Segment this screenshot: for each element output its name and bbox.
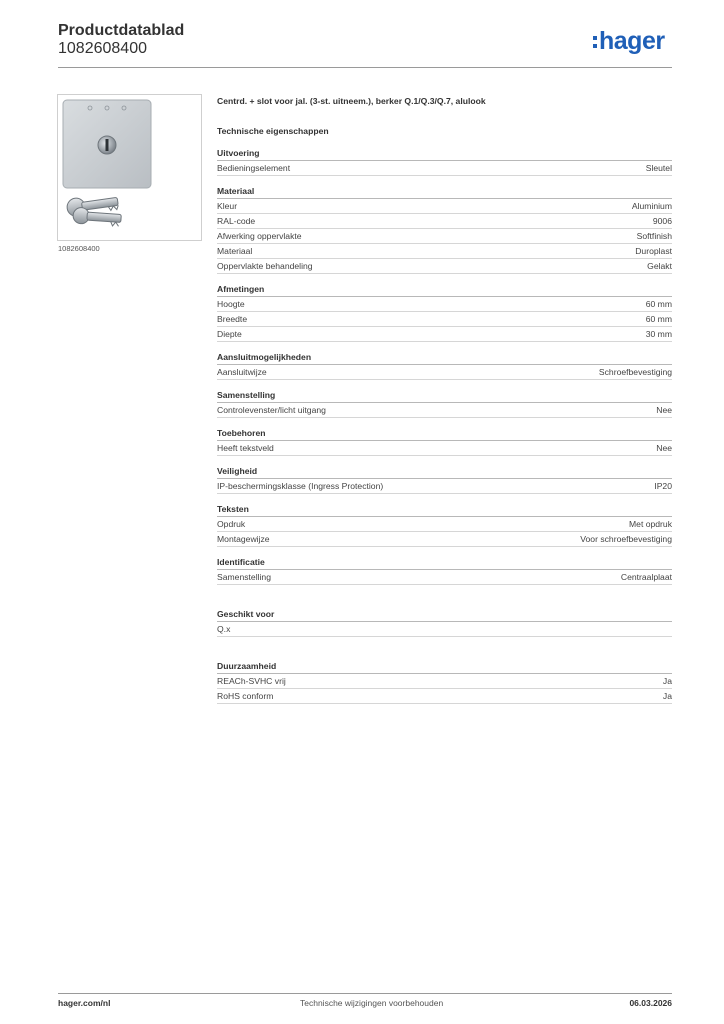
property-row [217,674,672,689]
property-label: Afwerking oppervlakte [217,231,302,241]
section-title: Veiligheid [217,464,672,479]
property-value: Nee [656,443,672,453]
spacer [217,593,672,607]
property-row [217,259,672,274]
logo-text: hager [599,27,665,55]
property-label: Bedieningselement [217,163,291,173]
property-row [217,244,672,259]
property-value: 60 mm [645,299,672,309]
section-title: Duurzaamheid [217,659,672,674]
property-label: Breedte [217,314,248,324]
properties-section [217,282,672,342]
property-row [217,403,672,418]
property-value: 60 mm [645,314,672,324]
property-label: Montagewijze [217,534,270,544]
property-label: Controlevenster/licht uitgang [217,405,326,415]
section-title: Uitvoering [217,146,672,161]
section-title: Geschikt voor [217,607,672,622]
properties-section [217,426,672,456]
property-value: Duroplast [635,246,672,256]
property-label: Hoogte [217,299,245,309]
property-row [217,199,672,214]
property-label: Heeft tekstveld [217,443,274,453]
property-value: Nee [656,405,672,415]
product-photo-icon [58,95,201,240]
property-label: Diepte [217,329,242,339]
property-value: 30 mm [645,329,672,339]
property-row [217,622,672,637]
property-row [217,214,672,229]
property-row [217,517,672,532]
sustainability-section [217,659,672,704]
property-value: Centraalplaat [620,572,672,582]
property-row [217,441,672,456]
properties-section [217,555,672,585]
property-value: 9006 [652,216,672,226]
property-value: Schroefbevestiging [598,367,672,377]
property-row [217,570,672,585]
section-title: Materiaal [217,184,672,199]
property-label: Aansluitwijze [217,367,267,377]
property-label: RAL-code [217,216,256,226]
property-value: Ja [662,691,672,701]
product-image [57,94,202,241]
section-title: Aansluitmogelijkheden [217,350,672,365]
footer-date: 06.03.2026 [629,998,672,1008]
property-value: Met opdruk [629,519,672,529]
section-title: Samenstelling [217,388,672,403]
property-row [217,479,672,494]
image-caption: 1082608400 [58,244,100,253]
property-value: Sleutel [645,163,672,173]
property-label: Oppervlakte behandeling [217,261,313,271]
properties-section [217,388,672,418]
properties-section [217,502,672,547]
property-label: Opdruk [217,519,246,529]
properties-sections [217,146,672,585]
product-details [217,94,672,712]
property-row [217,327,672,342]
hager-logo [593,27,665,55]
property-value: Softfinish [636,231,672,241]
property-label: Samenstelling [217,572,271,582]
spacer [217,645,672,659]
property-label: REACh-SVHC vrij [217,676,286,686]
section-title: Identificatie [217,555,672,570]
property-row [217,532,672,547]
property-value: Aluminium [631,201,672,211]
section-title: Afmetingen [217,282,672,297]
property-row [217,161,672,176]
page-title: Productdatablad [58,22,185,39]
logo-dots-icon [593,36,598,52]
property-label: RoHS conform [217,691,274,701]
property-value: Gelakt [647,261,672,271]
property-value: IP20 [654,481,672,491]
property-label: Materiaal [217,246,253,256]
property-row [217,312,672,327]
property-label: IP-beschermingsklasse (Ingress Protection) [217,481,384,491]
properties-section [217,350,672,380]
footer-website-link[interactable]: hager.com/nl [58,998,111,1008]
property-row [217,365,672,380]
property-value: Ja [662,676,672,686]
property-row [217,297,672,312]
property-label: Q.x [217,624,231,634]
section-title: Teksten [217,502,672,517]
footer-divider [58,993,672,994]
properties-section [217,464,672,494]
footer-notice: Technische wijzigingen voorbehouden [300,998,444,1008]
suitable-for-section [217,607,672,637]
product-description: Centrd. + slot voor jal. (3-st. uitneem.), berker Q.1/Q.3/Q.7, alulook [217,96,486,106]
tech-properties-title: Technische eigenschappen [217,126,329,136]
properties-section [217,184,672,274]
property-label: Kleur [217,201,238,211]
properties-section [217,146,672,176]
section-title: Toebehoren [217,426,672,441]
property-row [217,689,672,704]
product-code: 1082608400 [58,40,147,57]
header-divider [58,67,672,68]
property-row [217,229,672,244]
property-value: Voor schroefbevestiging [580,534,672,544]
